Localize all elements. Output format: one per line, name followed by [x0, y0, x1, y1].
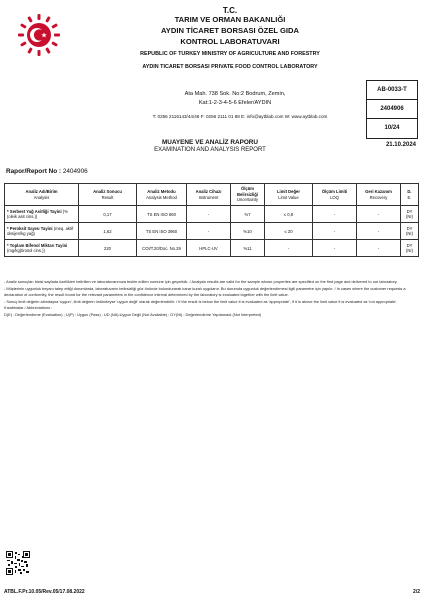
page-number: 2/2: [413, 589, 420, 595]
qr-code: [6, 551, 30, 575]
lab-title-en: AYDIN TICARET BORSASI PRIVATE FOOD CONTROL LABORATORY: [142, 64, 318, 70]
table-row: [5, 223, 419, 240]
analysis-uncertainty: %7: [231, 206, 265, 223]
form-code: ATBL.F.Pr.10.05/Rev.05/17.08.2022: [4, 589, 85, 595]
country-title: T.C.: [222, 6, 238, 15]
lab-title-line1: AYDIN TİCARET BORSASI ÖZEL GIDA: [161, 26, 299, 35]
analysis-uncertainty: %11: [231, 240, 265, 257]
col-header-loq: Ölçüm Limiti LOQ: [313, 184, 357, 206]
col-header-instrument: Analiz Cihazı Instrument: [187, 184, 231, 206]
analysis-result: 1,62: [79, 223, 137, 240]
analysis-recovery: -: [357, 223, 401, 240]
report-number: [6, 168, 88, 175]
report-notes: [4, 279, 418, 319]
analysis-instrument: -: [187, 206, 231, 223]
analysis-uncertainty: %10: [231, 223, 265, 240]
col-header-uncertainty: Ölçüm Belirsizliği Uncertainty: [231, 184, 265, 206]
analysis-limit: ≤ 20: [265, 223, 313, 240]
analysis-result: 220: [79, 240, 137, 257]
results-table: [4, 183, 419, 257]
address-line2: Kat:1-2-3-4-5-6 Efeler/AYDIN: [198, 100, 272, 106]
report-number-label: Rapor/Report No :: [6, 168, 62, 175]
analysis-name: * Peroksit Sayısı Tayini (meq. aktif oksijen/kg yağ): [5, 223, 79, 240]
note-conformity: - Müşterinin uygunluk beyanı talep ettiği durumlarda, laboratuvarın belirsizliği göz önünde bulundurarak karar kuralı uygulanır. Bu durumda uygunluk değerlendirmesi ilgili parametre için yapılır. / In cases where the customer requests a declaration of conformity, the result found for the relevant parameters in the confidence interval determined by the laboratory is evaluated together with the limit value.: [4, 285, 406, 297]
analysis-name: * Serbest Yağ Asitliği Tayini (% (oleik asit cins.)): [5, 206, 79, 223]
analysis-limit: ≤ 0,8: [265, 206, 313, 223]
issue-date: 21.10.2024: [385, 142, 416, 148]
analysis-evaluation: DY (NI): [401, 223, 419, 240]
analysis-recovery: -: [357, 206, 401, 223]
analysis-evaluation: DY (NI): [401, 240, 419, 257]
note-validity: - Analiz sonuçları bizisi sayfada özellikleri belirtilen ve laboratuvarımıza teslim edilen numune için geçerlidir. / Analysis results are valid for the sample whose properties are specified on the first page and delivered to our laboratory.: [4, 279, 398, 284]
document-code: AB-0033-T: [367, 81, 417, 100]
document-code-box: [366, 80, 418, 139]
report-number-value: 2404906: [62, 168, 88, 175]
ministry-title-en: REPUBLIC OF TURKEY MINISTRY OF AGRICULTURE AND FORESTRY: [140, 51, 320, 57]
analysis-instrument: -: [187, 223, 231, 240]
analysis-loq: -: [313, 223, 357, 240]
analysis-instrument: HPLC-UV: [187, 240, 231, 257]
col-header-method: Analiz Metodu Analysis Method: [137, 184, 187, 206]
col-header-limit: Limit Değer Limit Value: [265, 184, 313, 206]
analysis-name: * Toplam Bifenol Miktarı Tayini (mg/kg(tirosol cins.)): [5, 240, 79, 257]
contact-info: T: 0256 2116143/44/46 F: 0256 2111 01 88 E: info@aytblab.com W: www.aytblab.com: [152, 114, 328, 119]
table-row: [5, 240, 419, 257]
col-header-evaluation: D. E.: [401, 184, 419, 206]
ministry-title: TARIM VE ORMAN BAKANLIĞI: [174, 15, 286, 24]
report-title: MUAYENE VE ANALİZ RAPORU: [161, 139, 259, 146]
document-number: 2404906: [367, 100, 417, 119]
note-evaluation: - Sonuç limit değerin altındaysa 'uygun', limit değerin üstündeyse 'uygun değil' olarak değerlendirilir. / If the result is below the limit value it is evaluated as 'appropriate', if it is above the limit value it is evaluated as 'not appropriate'.: [4, 298, 398, 304]
col-header-analysis: Analiz Adı/Birim Analysis: [5, 184, 79, 206]
report-subtitle: EXAMINATION AND ANALYSIS REPORT: [154, 147, 266, 153]
analysis-result: 0,17: [79, 206, 137, 223]
analysis-method: TS EN ISO 3960: [137, 223, 187, 240]
analysis-loq: -: [313, 240, 357, 257]
analysis-loq: -: [313, 206, 357, 223]
document-page-code: 10/24: [384, 125, 400, 131]
analysis-limit: -: [265, 240, 313, 257]
analysis-recovery: -: [357, 240, 401, 257]
col-header-recovery: Geri Kazanım Recovery: [357, 184, 401, 206]
ministry-logo: [16, 12, 62, 58]
note-abbreviations: D(E) : Değerlendirme (Evaluation) ; U(P) : Uygun (Pass) ; UD (NA):Uygun Değil (Not Available) ; DY(NI) : Değerlendirme Yapılamadı (Not Interpreted): [4, 312, 262, 318]
analysis-method: TS EN ISO 660: [137, 206, 187, 223]
analysis-method: COI/T.20/Doc. No.29: [137, 240, 187, 257]
analysis-evaluation: DY (NI): [401, 206, 419, 223]
table-row: [5, 206, 419, 223]
note-abbreviations-title: Kısaltmalar / Abbreviations :: [4, 305, 53, 311]
address-line1: Ata Mah. 738 Sok. No:2 Bodrum, Zemin,: [184, 91, 286, 97]
col-header-result: Analiz Sonucu Result: [79, 184, 137, 206]
table-header-row: [5, 184, 419, 206]
lab-title-line2: KONTROL LABORATUVARI: [180, 37, 280, 46]
